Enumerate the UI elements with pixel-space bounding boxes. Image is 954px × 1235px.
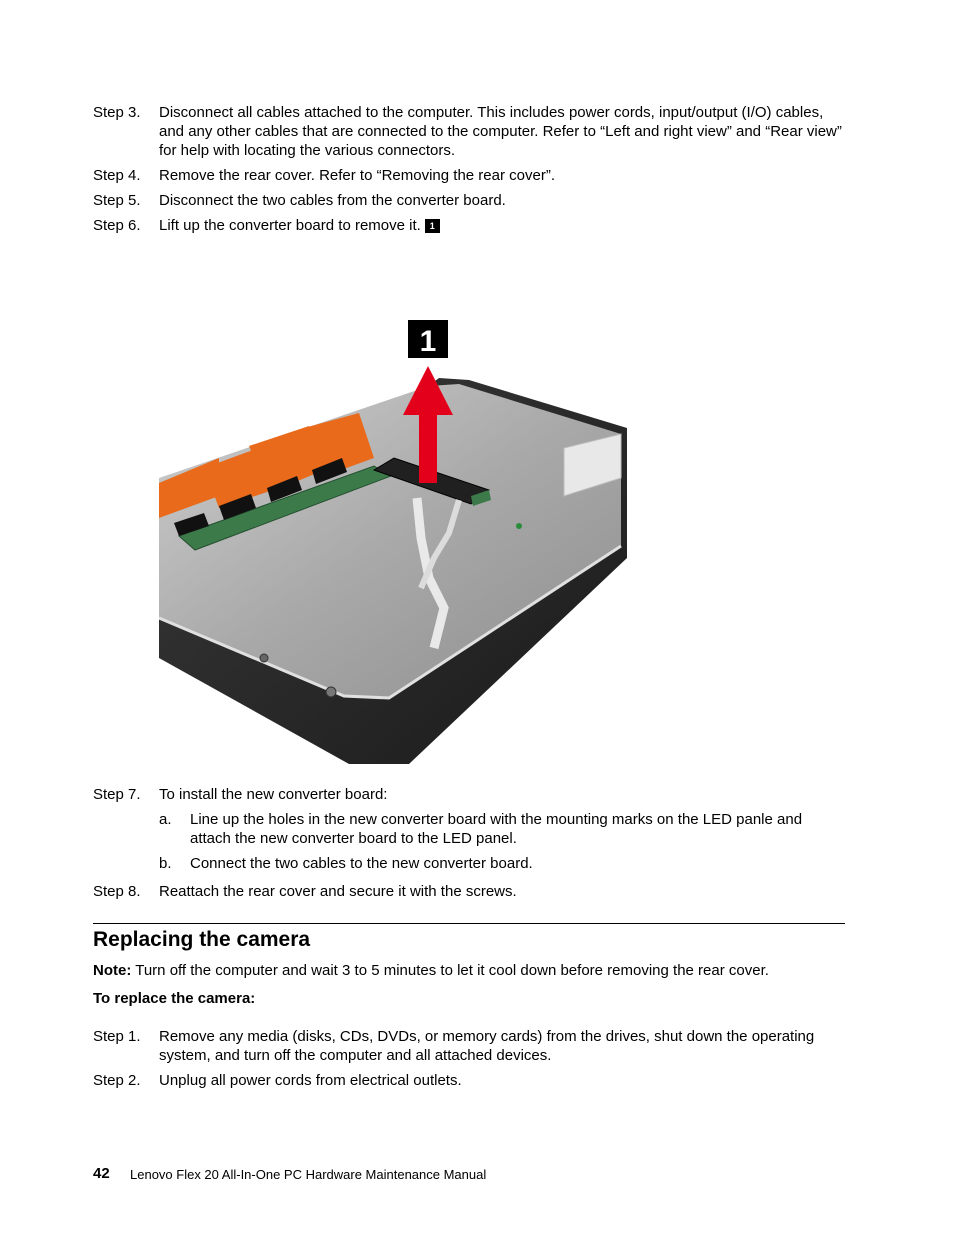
step-8 bbox=[93, 882, 845, 901]
step-6 bbox=[93, 216, 845, 235]
procedure-title: To replace the camera: bbox=[93, 990, 256, 1007]
section-heading: Replacing the camera bbox=[93, 928, 311, 951]
step-text: Remove any media (disks, CDs, DVDs, or memory cards) from the drives, shut down the operating system, and turn off the computer and all attached devices. bbox=[159, 1028, 815, 1064]
substep-text: Line up the holes in the new converter board with the mounting marks on the LED panle and attach the new converter board to the LED panel. bbox=[190, 811, 803, 847]
step-label: Step 6. bbox=[93, 217, 141, 234]
figure-callout-1 bbox=[408, 320, 448, 358]
screw-icon bbox=[326, 687, 336, 697]
figure-callout-label: 1 bbox=[419, 325, 437, 358]
step-label: Step 5. bbox=[93, 192, 141, 209]
step-label: Step 3. bbox=[93, 104, 141, 121]
step-text: Lift up the converter board to remove it. bbox=[159, 217, 421, 234]
camera-step-1 bbox=[93, 1027, 845, 1065]
section-divider bbox=[93, 923, 845, 924]
substep-text: Connect the two cables to the new converter board. bbox=[190, 855, 533, 872]
step-label: Step 2. bbox=[93, 1072, 141, 1089]
step-text: Remove the rear cover. Refer to “Removing the rear cover”. bbox=[159, 167, 555, 184]
callout-badge: 1 bbox=[425, 219, 440, 233]
step-text: Disconnect all cables attached to the computer. This includes power cords, input/output (I/O) cables, and any other cables that are connected to the computer. Refer to “Left and right view” and “Rear view” for help with locating the various connectors. bbox=[159, 104, 842, 159]
step-3 bbox=[93, 103, 845, 160]
step-text: Reattach the rear cover and secure it with the screws. bbox=[159, 883, 517, 900]
step-5 bbox=[93, 191, 845, 210]
screw-icon bbox=[516, 523, 522, 529]
step-4 bbox=[93, 166, 845, 185]
substep-label: a. bbox=[159, 811, 172, 828]
step-label: Step 1. bbox=[93, 1028, 141, 1045]
step-label: Step 8. bbox=[93, 883, 141, 900]
note-text: Turn off the computer and wait 3 to 5 minutes to let it cool down before removing the rear cover. bbox=[135, 962, 769, 979]
step-text: To install the new converter board: bbox=[159, 786, 388, 803]
step-7 bbox=[93, 785, 845, 804]
substep-b bbox=[159, 854, 845, 873]
converter-board-figure bbox=[159, 318, 627, 764]
screw-icon bbox=[260, 654, 268, 662]
step-label: Step 4. bbox=[93, 167, 141, 184]
note-label: Note: bbox=[93, 962, 132, 979]
step-label: Step 7. bbox=[93, 786, 141, 803]
substep-a bbox=[159, 810, 845, 848]
step-text: Unplug all power cords from electrical outlets. bbox=[159, 1072, 462, 1089]
camera-step-2 bbox=[93, 1071, 845, 1090]
step-text-wrap bbox=[159, 216, 845, 235]
note bbox=[93, 961, 845, 980]
step-text: Disconnect the two cables from the converter board. bbox=[159, 192, 506, 209]
footer-title: Lenovo Flex 20 All-In-One PC Hardware Maintenance Manual bbox=[130, 1167, 487, 1182]
page-number: 42 bbox=[93, 1165, 110, 1182]
substep-label: b. bbox=[159, 855, 172, 872]
